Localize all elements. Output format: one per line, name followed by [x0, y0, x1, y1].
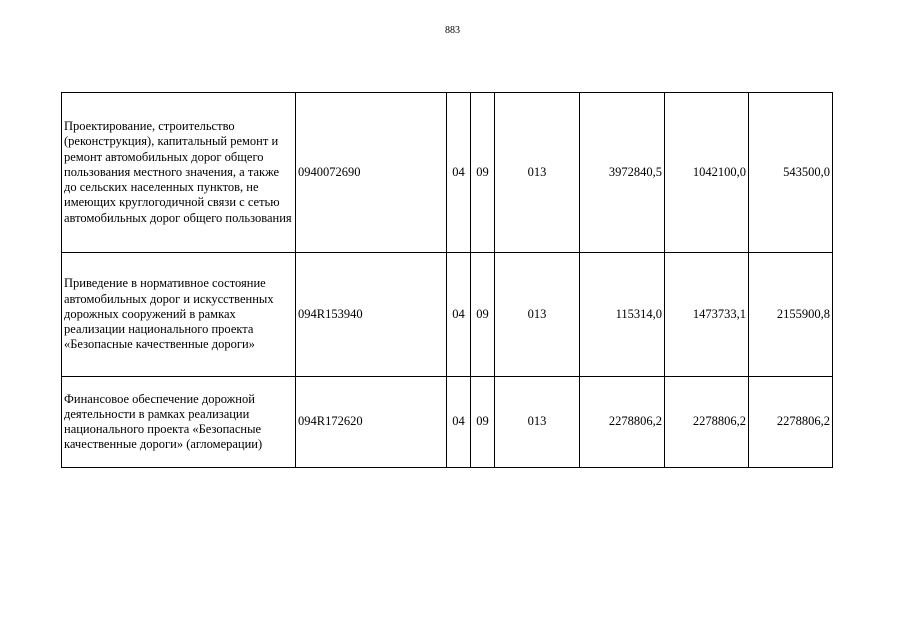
amount-1: 115314,0	[580, 253, 665, 377]
expense-type-code: 013	[495, 253, 580, 377]
amount-3: 543500,0	[749, 93, 833, 253]
subsection-code: 09	[471, 253, 495, 377]
amount-1: 3972840,5	[580, 93, 665, 253]
target-code: 094R153940	[296, 253, 447, 377]
amount-2: 2278806,2	[665, 377, 749, 468]
row-name: Проектирование, строительство (реконструкция), капитальный ремонт и ремонт автомобильных дорог общего пользования местного значения, а также до сельских населенных пунктов, не имеющих круглогодичной связи с сетью автомобильных дорог общего пользования	[62, 93, 296, 253]
subsection-code: 09	[471, 93, 495, 253]
row-name: Приведение в нормативное состояние автомобильных дорог и искусственных дорожных сооружений в рамках реализации национального проекта «Безопасные качественные дороги»	[62, 253, 296, 377]
amount-2: 1473733,1	[665, 253, 749, 377]
row-name: Финансовое обеспечение дорожной деятельности в рамках реализации национального проекта «Безопасные качественные дороги» (агломерации)	[62, 377, 296, 468]
table-row	[62, 377, 833, 468]
amount-3: 2278806,2	[749, 377, 833, 468]
amount-2: 1042100,0	[665, 93, 749, 253]
section-code: 04	[447, 253, 471, 377]
subsection-code: 09	[471, 377, 495, 468]
budget-table	[61, 92, 833, 468]
expense-type-code: 013	[495, 93, 580, 253]
section-code: 04	[447, 93, 471, 253]
table-row	[62, 93, 833, 253]
target-code: 094R172620	[296, 377, 447, 468]
amount-3: 2155900,8	[749, 253, 833, 377]
expense-type-code: 013	[495, 377, 580, 468]
page-number: 883	[445, 25, 460, 36]
table-row	[62, 253, 833, 377]
amount-1: 2278806,2	[580, 377, 665, 468]
section-code: 04	[447, 377, 471, 468]
target-code: 0940072690	[296, 93, 447, 253]
